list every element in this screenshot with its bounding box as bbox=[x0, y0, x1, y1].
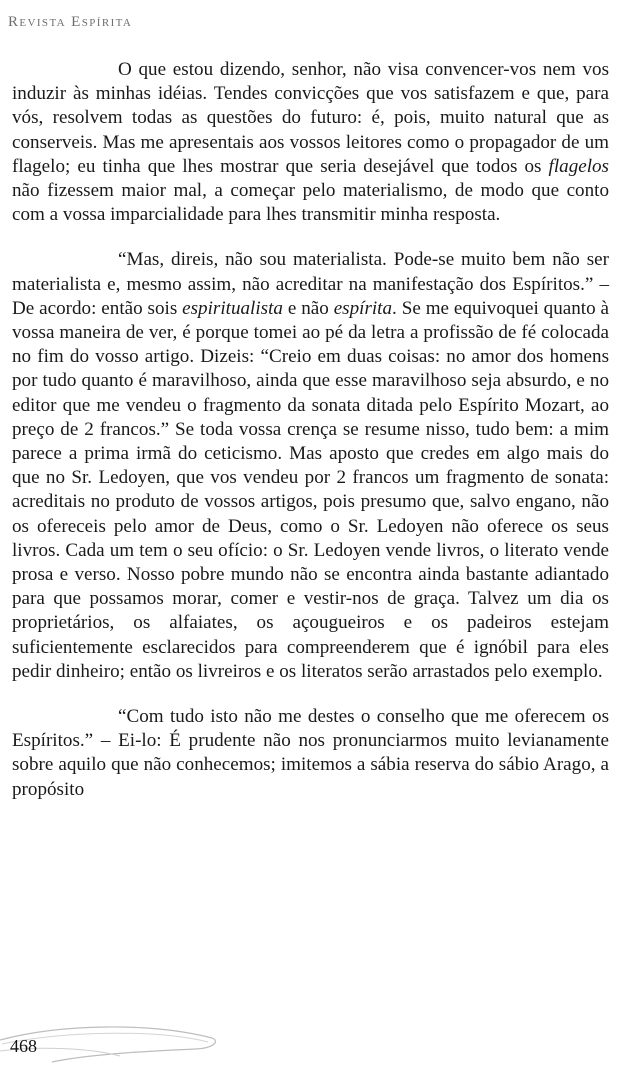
running-header: Revista Espírita bbox=[8, 14, 133, 30]
text-run: . Se me equivoquei quanto à vossa maneira de ver, é porque tomei ao pé da letra a profissão de fé colocada no fim do vosso artigo. Dizeis: “Creio em duas coisas: no amor dos homens por tudo quanto é maravilhoso, ainda que esse maravilhoso seja absurdo, e no editor que me vendeu o fragmento da sonata ditada pelo Espírito Mozart, ao preço de 2 francos.” Se toda vossa crença se resume nisso, tudo bem: a mim parece a prima irmã do ceticismo. Mas aposto que credes em algo mais do que no Sr. Ledoyen, que vos vendeu por 2 francos um fragmento de sonata: acreditais no produto de vossos artigos, pois presumo que, salvo engano, não os ofereceis pelo amor de Deus, como o Sr. Ledoyen não oferece os seus livros. Cada um tem o seu ofício: o Sr. Ledoyen vende livros, o literato vende prosa e verso. Nosso pobre mundo não se encontra ainda bastante adiantado para que possamos morar, comer e vestir-nos de graça. Talvez um dia os proprietários, os alfaiates, os açougueiros e os padeiros estejam suficientemente esclarecidos para compreenderem que é ignóbil para eles pedir dinheiro; então os livreiros e os literatos serão arrastados pelo exemplo. bbox=[12, 297, 609, 682]
italic-term: flagelos bbox=[548, 155, 609, 177]
italic-term: espírita bbox=[333, 297, 393, 319]
text-run: “Com tudo isto não me destes o conselho que me oferecem os Espíritos.” – Ei-lo: É prudente não nos pronunciarmos muito levianamente sobre aquilo que não conhecemos; imitemos a sábia reserva do sábio Arago, a propósito bbox=[12, 706, 609, 800]
text-run: O que estou dizendo, senhor, não visa convencer-vos nem vos induzir às minhas idéias. Tendes convicções que vos satisfazem e que, para vós, resolvem todas as questões do futuro: é, pois, muito natural que as conserveis. Mas me apresentais aos vossos leitores como o propagador de um flagelo; eu tinha que lhes mostrar que seria desejável que todos os bbox=[12, 59, 609, 177]
text-run: e não bbox=[282, 297, 334, 319]
paragraph-3 bbox=[12, 705, 609, 802]
body-text bbox=[12, 58, 609, 802]
italic-term: espiritualista bbox=[182, 297, 283, 319]
page-number: 468 bbox=[10, 1036, 37, 1056]
text-run: não fizessem maior mal, a começar pelo materialismo, de modo que conto com a vossa imparcialidade para lhes transmitir minha resposta. bbox=[12, 180, 609, 226]
paragraph-1 bbox=[12, 58, 609, 227]
text-run: “Mas, direis, não sou materialista. Pode-se muito bem não ser materialista e, mesmo assim, não acreditar na manifestação dos Espíritos.” – De acordo: então sois bbox=[12, 249, 609, 319]
paragraph-2 bbox=[12, 248, 609, 684]
